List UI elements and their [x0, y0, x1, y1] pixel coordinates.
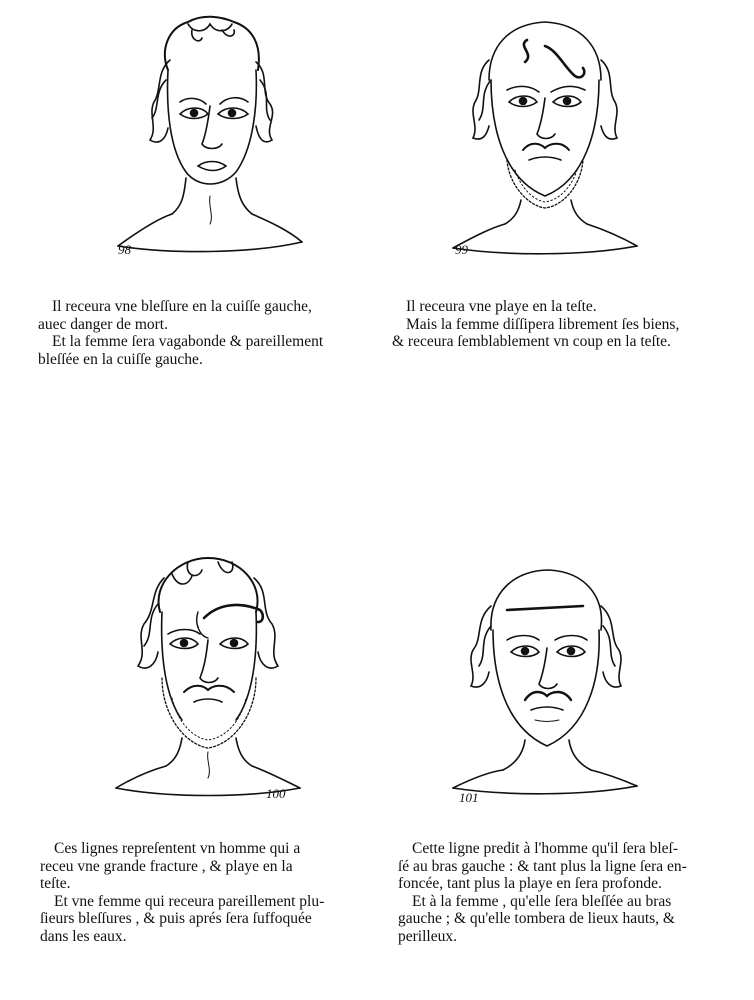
face-illustration-99 — [445, 10, 645, 260]
caption-line: Et vne femme qui receura pareillement plu- — [54, 892, 325, 910]
face-illustration-98 — [110, 10, 310, 260]
caption-101 — [398, 840, 744, 945]
caption-line: receu vne grande fracture , & playe en la — [40, 857, 293, 875]
figure-number: 100 — [266, 786, 286, 801]
figure-100 — [108, 548, 308, 803]
caption-line: Et à la femme , qu'elle ſera bleſſée au bras — [412, 892, 672, 910]
caption-line: ſé au bras gauche : & tant plus la ligne ſera en- — [398, 857, 687, 875]
figure-101 — [445, 560, 645, 805]
caption-line: Il receura vne bleſſure en la cuiſſe gauche, — [52, 298, 312, 315]
caption-line: Ces lignes repreſentent vn homme qui a — [54, 840, 301, 857]
figure-99 — [445, 10, 645, 260]
figure-number: 101 — [459, 790, 479, 805]
caption-line: & receura ſemblablement vn coup en la teſte. — [392, 333, 671, 350]
caption-line: dans les eaux. — [40, 927, 127, 945]
figure-number: 99 — [455, 242, 468, 257]
caption-98 — [38, 298, 368, 368]
figure-number: 98 — [118, 242, 131, 257]
caption-100 — [40, 840, 380, 945]
caption-line: auec danger de mort. — [38, 315, 168, 333]
caption-99 — [392, 298, 732, 351]
figure-98 — [110, 10, 310, 260]
caption-line: Et la femme ſera vagabonde & pareillement — [52, 333, 324, 350]
caption-line: Mais la femme diſſipera librement ſes biens, — [406, 315, 680, 333]
caption-line: foncée, tant plus la playe en ſera profonde. — [398, 875, 662, 892]
caption-line: teſte. — [40, 875, 71, 892]
face-illustration-100 — [108, 548, 308, 803]
caption-line: ſieurs bleſſures , & puis aprés ſera ſuffoquée — [40, 910, 312, 927]
caption-line: Cette ligne predit à l'homme qu'il ſera bleſ- — [412, 840, 678, 857]
face-illustration-101 — [445, 560, 645, 805]
caption-line: gauche ; & qu'elle tombera de lieux hauts, & — [398, 910, 675, 927]
caption-line: bleſſée en la cuiſſe gauche. — [38, 350, 203, 368]
caption-line: Il receura vne playe en la teſte. — [406, 298, 597, 315]
caption-line: perilleux. — [398, 927, 457, 945]
